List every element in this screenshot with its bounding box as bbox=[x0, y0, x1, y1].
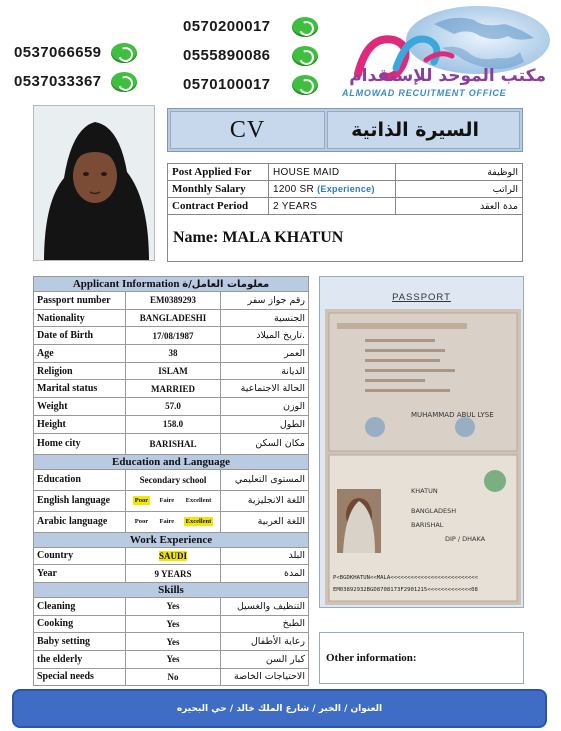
salary-label: Monthly Salary bbox=[168, 181, 269, 198]
table-row bbox=[34, 633, 309, 651]
info-label-ar: الطول bbox=[221, 415, 309, 433]
post-value-text: HOUSE MAID bbox=[273, 166, 340, 178]
level-excellent: Excellent bbox=[185, 497, 212, 504]
skill-label: Special needs bbox=[34, 668, 126, 686]
post-label-ar: الوظيفة bbox=[396, 164, 523, 181]
work-label-ar: البلد bbox=[221, 547, 309, 565]
work-value bbox=[126, 547, 221, 565]
level-faire: Faire bbox=[159, 497, 175, 504]
table-row bbox=[34, 327, 309, 345]
skill-value: Yes bbox=[126, 650, 221, 668]
table-row bbox=[34, 597, 309, 615]
education-label-ar: المستوى التعليمي bbox=[221, 469, 309, 490]
phone-number: 0570100017 bbox=[183, 76, 271, 93]
passport-title: PASSPORT bbox=[392, 292, 451, 303]
info-label-ar: تاريخ الميلاد. bbox=[221, 327, 309, 345]
education-section-title: Education and Language bbox=[34, 454, 309, 469]
level-excellent: Excellent bbox=[185, 518, 212, 525]
section-header bbox=[34, 532, 309, 547]
info-label: Height bbox=[34, 415, 126, 433]
cv-header bbox=[167, 108, 523, 152]
whatsapp-icon bbox=[292, 17, 318, 37]
skills-section-title: Skills bbox=[34, 582, 309, 597]
info-label: Age bbox=[34, 345, 126, 363]
phone-list-middle bbox=[183, 12, 318, 99]
skill-label: Baby setting bbox=[34, 633, 126, 651]
skill-value: No bbox=[126, 668, 221, 686]
info-value: 17/08/1987 bbox=[126, 327, 221, 345]
skill-value: Yes bbox=[126, 597, 221, 615]
passport-bio-line: DIP / DHAKA bbox=[445, 535, 486, 543]
skill-label: Cleaning bbox=[34, 597, 126, 615]
country-value: SAUDI bbox=[158, 550, 187, 561]
other-information: Other information: bbox=[319, 632, 524, 684]
english-levels bbox=[126, 490, 221, 511]
phone-entry bbox=[183, 12, 318, 41]
info-label: Religion bbox=[34, 362, 126, 380]
phone-number: 0537066659 bbox=[14, 44, 102, 61]
passport-bio-line: MUHAMMAD ABUL LYSE bbox=[411, 411, 494, 419]
info-value: 158.0 bbox=[126, 415, 221, 433]
passport-scan-icon bbox=[325, 309, 521, 605]
level-faire: Faire bbox=[159, 518, 175, 525]
table-row bbox=[34, 380, 309, 398]
table-row bbox=[34, 469, 309, 490]
passport-mrz-line: EM03892932BGD8708173F2901215<<<<<<<<<<<<<08 bbox=[333, 587, 478, 593]
post-value bbox=[269, 164, 396, 181]
phone-entry bbox=[183, 70, 318, 99]
applicant-name: Name: MALA KHATUN bbox=[167, 214, 523, 262]
info-value: BANGLADESHI bbox=[126, 309, 221, 327]
work-label: Country bbox=[34, 547, 126, 565]
skill-label-ar: الاحتياجات الخاصة bbox=[221, 668, 309, 686]
arabic-levels bbox=[126, 511, 221, 532]
contract-value-text: 2 YEARS bbox=[273, 200, 318, 212]
table-row bbox=[34, 490, 309, 511]
section-header bbox=[34, 582, 309, 597]
education-label: Education bbox=[34, 469, 126, 490]
person-photo-icon bbox=[34, 106, 155, 261]
whatsapp-icon bbox=[292, 75, 318, 95]
work-value: 9 YEARS bbox=[126, 565, 221, 583]
info-value: EM0389293 bbox=[126, 292, 221, 310]
passport-panel bbox=[319, 276, 524, 608]
skill-label: Cooking bbox=[34, 615, 126, 633]
applicant-section-title bbox=[34, 277, 309, 292]
table-row bbox=[168, 181, 523, 198]
phone-entry bbox=[14, 38, 137, 67]
info-label-ar: الجنسية bbox=[221, 309, 309, 327]
passport-scan bbox=[325, 309, 521, 605]
table-row bbox=[168, 164, 523, 181]
table-row bbox=[34, 547, 309, 565]
level-poor: Poor bbox=[134, 518, 149, 525]
work-label-ar: المدة bbox=[221, 565, 309, 583]
info-label-ar: العمر bbox=[221, 345, 309, 363]
passport-bio-line: BARISHAL bbox=[411, 521, 444, 529]
info-value: BARISHAL bbox=[126, 433, 221, 454]
phone-entry bbox=[183, 41, 318, 70]
table-row bbox=[34, 345, 309, 363]
info-value: 57.0 bbox=[126, 398, 221, 416]
arabic-label-ar: اللغة العربية bbox=[221, 511, 309, 532]
table-row bbox=[34, 292, 309, 310]
info-label-ar: الديانة bbox=[221, 362, 309, 380]
info-label-ar: رقم جواز سفر bbox=[221, 292, 309, 310]
info-value: MARRIED bbox=[126, 380, 221, 398]
info-label-ar: الوزن bbox=[221, 398, 309, 416]
table-row bbox=[168, 198, 523, 215]
table-row bbox=[34, 398, 309, 416]
section-header bbox=[34, 277, 309, 292]
level-poor: Poor bbox=[134, 497, 149, 504]
office-logo bbox=[338, 4, 554, 104]
section-title-en: Applicant Information bbox=[72, 278, 180, 290]
applicant-photo bbox=[33, 105, 155, 261]
experience-note: (Experience) bbox=[317, 183, 375, 194]
info-label: Marital status bbox=[34, 380, 126, 398]
whatsapp-icon bbox=[292, 46, 318, 66]
work-label: Year bbox=[34, 565, 126, 583]
phone-entry bbox=[14, 67, 137, 96]
table-row bbox=[34, 362, 309, 380]
phone-number: 0537033367 bbox=[14, 73, 102, 90]
skill-value: Yes bbox=[126, 615, 221, 633]
info-label: Home city bbox=[34, 433, 126, 454]
phone-number: 0555890086 bbox=[183, 47, 271, 64]
table-row bbox=[34, 511, 309, 532]
passport-mrz-line: P<BGDKHATUN<<MALA<<<<<<<<<<<<<<<<<<<<<<<<<< bbox=[333, 575, 478, 581]
work-section-title: Work Experience bbox=[34, 532, 309, 547]
salary-value-text: 1200 SR bbox=[273, 183, 315, 195]
info-label: Date of Birth bbox=[34, 327, 126, 345]
arabic-label: Arabic language bbox=[34, 511, 126, 532]
table-row bbox=[34, 433, 309, 454]
table-row bbox=[34, 650, 309, 668]
skill-label-ar: التنظيف والغسيل bbox=[221, 597, 309, 615]
english-label: English language bbox=[34, 490, 126, 511]
contract-value bbox=[269, 198, 396, 215]
salary-label-ar: الراتب bbox=[396, 181, 523, 198]
table-row bbox=[34, 668, 309, 686]
contract-label: Contract Period bbox=[168, 198, 269, 215]
address-footer: العنوان / الخبر / شارع الملك خالد / حي البحيره bbox=[12, 689, 547, 728]
logo-english-text: ALMOWAD RECUITMENT OFFICE bbox=[342, 88, 507, 98]
logo-arabic-text: مكتب الموحد للإستقدام bbox=[349, 66, 546, 86]
skill-label-ar: كبار السن bbox=[221, 650, 309, 668]
passport-bio-line: KHATUN bbox=[411, 487, 438, 495]
post-label: Post Applied For bbox=[168, 164, 269, 181]
table-row bbox=[34, 309, 309, 327]
whatsapp-icon bbox=[111, 72, 137, 92]
contract-label-ar: مدة العقد bbox=[396, 198, 523, 215]
info-label-ar: مكان السكن bbox=[221, 433, 309, 454]
info-label-ar: الحالة الاجتماعية bbox=[221, 380, 309, 398]
section-title-ar: معلومات العامل/ة bbox=[182, 279, 270, 290]
skill-value: Yes bbox=[126, 633, 221, 651]
cv-title-ar: السيرة الذاتية bbox=[327, 111, 520, 149]
info-label: Weight bbox=[34, 398, 126, 416]
info-value: ISLAM bbox=[126, 362, 221, 380]
cv-title-en: CV bbox=[170, 111, 325, 149]
table-row bbox=[34, 615, 309, 633]
skill-label: the elderly bbox=[34, 650, 126, 668]
passport-bio-line: BANGLADESH bbox=[411, 507, 457, 515]
education-value: Secondary school bbox=[126, 469, 221, 490]
table-row bbox=[34, 415, 309, 433]
salary-value bbox=[269, 181, 396, 198]
whatsapp-icon bbox=[111, 43, 137, 63]
skill-label-ar: الطبخ bbox=[221, 615, 309, 633]
info-label: Passport number bbox=[34, 292, 126, 310]
english-label-ar: اللغة الانجليزية bbox=[221, 490, 309, 511]
post-details-table bbox=[167, 163, 523, 215]
applicant-info-table bbox=[33, 276, 309, 686]
phone-number: 0570200017 bbox=[183, 18, 271, 35]
section-header bbox=[34, 454, 309, 469]
table-row bbox=[34, 565, 309, 583]
phone-list-left bbox=[14, 38, 137, 96]
info-value: 38 bbox=[126, 345, 221, 363]
skill-label-ar: رعاية الأطفال bbox=[221, 633, 309, 651]
info-label: Nationality bbox=[34, 309, 126, 327]
